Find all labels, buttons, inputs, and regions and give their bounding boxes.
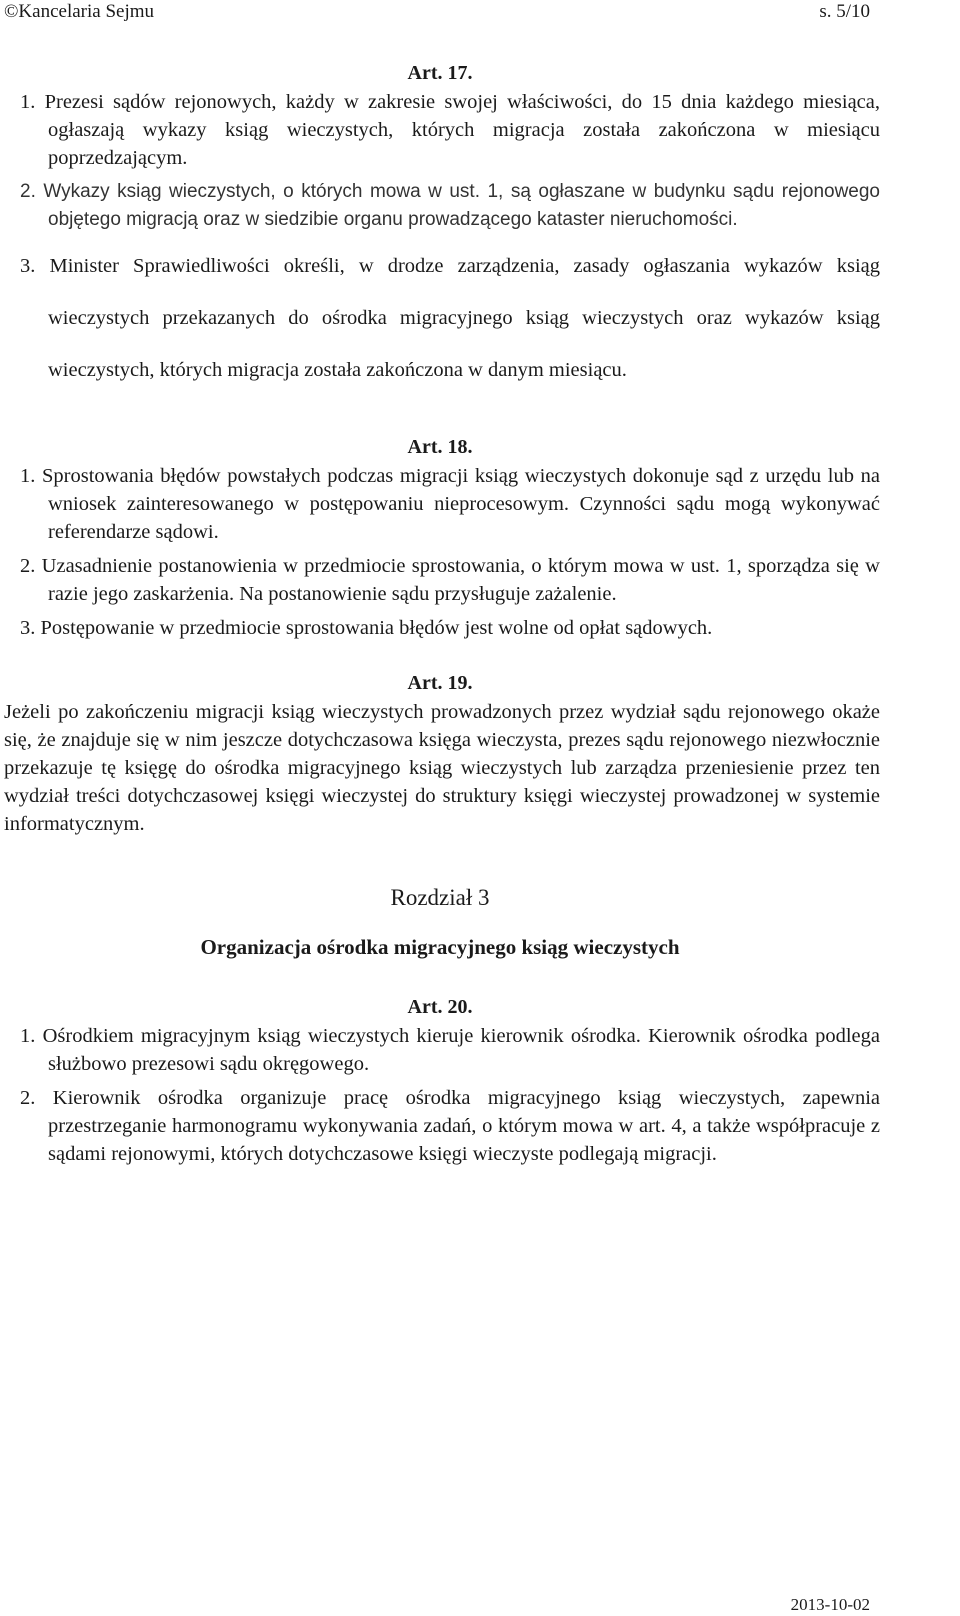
- article-18-paragraph-1: 1. Sprostowania błędów powstałych podczas migracji ksiąg wieczystych dokonuje sąd z urzędu lub na wniosek zainteresowanego w postępowaniu nieprocesowym. Czynności sądu mogą wykonywać referendarze sądowi.: [20, 465, 880, 543]
- article-20-title: Art. 20.: [407, 996, 473, 1018]
- document-body: [0, 58, 880, 1174]
- header-copyright: ©Kancelaria Sejmu: [4, 1, 155, 22]
- article-17-title: Art. 17.: [407, 62, 473, 84]
- article-17-paragraph-2: 2. Wykazy ksiąg wieczystych, o których mowa w ust. 1, są ogłaszane w budynku sądu rejonowego objętego migracją oraz w siedzibie organu prowadzącego kataster nieruchomości.: [20, 181, 880, 230]
- article-18-paragraph-2: 2. Uzasadnienie postanowienia w przedmiocie sprostowania, o którym mowa w ust. 1, sporządza się w razie jego zaskarżenia. Na postanowienie sądu przysługuje zażalenie.: [20, 555, 880, 605]
- header-page-number: s. 5/10: [819, 1, 870, 22]
- article-20-paragraph-2: 2. Kierownik ośrodka organizuje pracę ośrodka migracyjnego ksiąg wieczystych, zapewnia przestrzeganie harmonogramu wykonywania zadań, o którym mowa w art. 4, a także współpracuje z sądami rejonowymi, których dotychczasowe księgi wieczyste podlegają migracji.: [20, 1087, 880, 1165]
- article-20-paragraph-1: 1. Ośrodkiem migracyjnym ksiąg wieczystych kieruje kierownik ośrodka. Kierownik ośrodka podlega służbowo prezesowi sądu okręgowego.: [20, 1025, 880, 1075]
- article-18-title: Art. 18.: [407, 436, 473, 458]
- article-19-title: Art. 19.: [407, 672, 473, 694]
- chapter-title: Organizacja ośrodka migracyjnego ksiąg wieczystych: [200, 935, 680, 959]
- article-18-paragraph-3: 3. Postępowanie w przedmiocie sprostowania błędów jest wolne od opłat sądowych.: [20, 617, 713, 639]
- article-19-paragraph-1: Jeżeli po zakończeniu migracji ksiąg wieczystych prowadzonych przez wydział sądu rejonowego okaże się, że znajduje się w nim jeszcze dotychczasowa księga wieczysta, prezes sądu rejonowego niezwłocznie przekazuje tę księgę do ośrodka migracyjnego ksiąg wieczystych lub zarządza przeniesienie przez ten wydział treści dotychczasowej księgi wieczystej do struktury księgi wieczystej prowadzonej w systemie informatycznym.: [4, 701, 880, 835]
- chapter-number: Rozdział 3: [390, 885, 490, 910]
- article-17-paragraph-1: 1. Prezesi sądów rejonowych, każdy w zakresie swojej właściwości, do 15 dnia każdego miesiąca, ogłaszają wykazy ksiąg wieczystych, których migracja została zakończona w miesiącu poprzedzającym.: [20, 91, 880, 169]
- article-17-paragraph-3: 3. Minister Sprawiedliwości określi, w drodze zarządzenia, zasady ogłaszania wykazów ksiąg wieczystych przekazanych do ośrodka migracyjnego ksiąg wieczystych oraz wykazów ksiąg wieczystych, których migracja została zakończona w danym miesiącu.: [20, 255, 880, 381]
- page-footer-date: 2013-10-02: [790, 1595, 870, 1614]
- page-header: [4, 0, 870, 24]
